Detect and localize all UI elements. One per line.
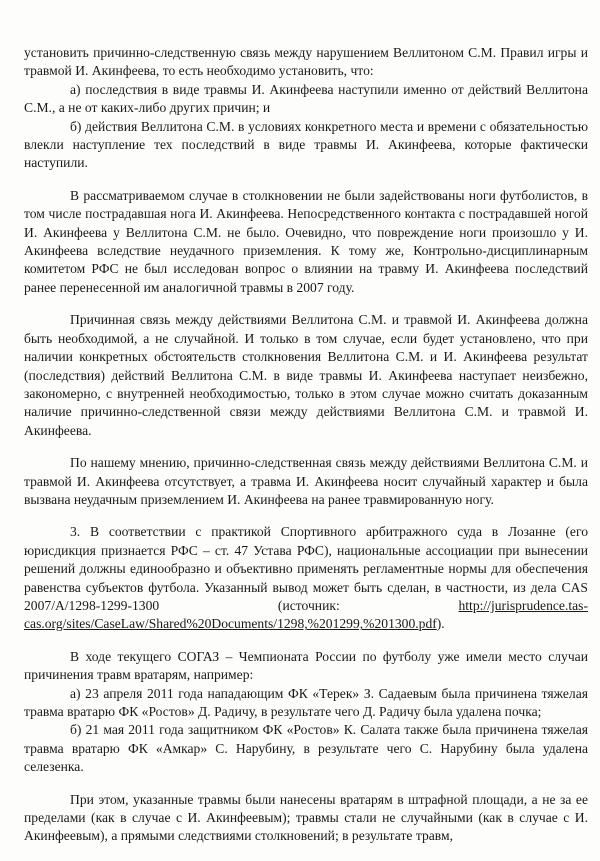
paragraph-causal-link: Причинная связь между действиями Веллитона С.М. и травмой И. Акинфеева должна быть необходимой, а не случайной. И только в том случае, если будет установлено, что при наличии конкретных обстоятельств столкновения Веллитона С.М. и И. Акинфеева результат (последствия) действий Веллитона С.М. в виде травмы И. Акинфеева наступает неизбежно, закономерно, с внутренней необходимостью, только в этом случае можно считать доказанным наличие причинно-следственной связи между действиями Веллитона С.М. и травмой И. Акинфеева. [24,312,588,438]
cas-end: ). [436,616,445,632]
list-item-a: а) последствия в виде травмы И. Акинфеева наступили именно от действий Веллитона С.М., а не от каких-либо других причин; и [24,81,588,116]
cas-text: 3. В соответствии с практикой Спортивного арбитражного суда в Лозанне (его юрисдикция признается РФС – ст. 47 Устава РФС), национальные ассоциации при вынесении решений должны единообразно и объективно применять регламентные нормы для обеспечения равенства субъектов футбола. Указанный вывод может быть сделан, в частности, из дела CAS 2007/A/1298-1299-1300 (источник: [24,524,588,613]
case-item-b: б) 21 мая 2011 года защитником ФК «Ростов» К. Салата также была причинена тяжелая травма вратарю ФК «Амкар» С. Нарубину, в результате чего С. Нарубину была удалена селезенка. [24,722,588,775]
list-item-b: б) действия Веллитона С.М. в условиях конкретного места и времени с обязательностью влекли наступление тех последствий в виде травмы И. Акинфеева, которые фактически наступили. [24,118,588,171]
paragraph-conclusion: При этом, указанные травмы были нанесены вратарям в штрафной площади, а не за ее пределами (как в случае с И. Акинфеевым); травмы стали не случайными (как в случае с И. Акинфеевым), а прямыми следствиями столкновений; в результате травм, [24,791,588,844]
case-item-a: а) 23 апреля 2011 года нападающим ФК «Терек» З. Садаевым была причинена тяжелая травма вратарю ФК «Ростов» Д. Радичу, в результате чего Д. Радичу была удалена почка; [24,685,588,719]
paragraph-opinion: По нашему мнению, причинно-следственная связь между действиями Веллитона С.М. и травмой И. Акинфеева отсутствует, а травма И. Акинфеева носит случайный характер и была вызвана неудачным приземлением И. Акинфеева на ранее травмированную ногу. [24,455,588,507]
paragraph-cas-practice [24,523,588,633]
paragraph-intro: установить причинно-следственную связь между нарушением Веллитоном С.М. Правил игры и травмой И. Акинфеева, то есть необходимо установить, что: [24,45,588,79]
paragraph-cases-intro: В ходе текущего СОГАЗ – Чемпионата России по футболу уже имели место случаи причинения травм вратарям, например: [24,648,588,683]
paragraph-collision: В рассматриваемом случае в столкновении не были задействованы ноги футболистов, в том числе пострадавшая нога И. Акинфеева. Непосредственного контакта с пострадавшей ногой И. Акинфеева у Веллитона С.М. не было. Очевидно, что повреждение ноги произошло у И. Акинфеева вследствие неудачного приземления. К тому же, Контрольно-дисциплинарным комитетом РФС не был исследован вопрос о влиянии на травму И. Акинфеева последствий ранее перенесенной им аналогичной травмы в 2007 году. [24,187,588,295]
source-link[interactable]: http://jurisprudence.tas-cas.org/sites/CaseLaw/Shared%20Documents/1298,%201299,%201300.pdf [24,597,588,632]
